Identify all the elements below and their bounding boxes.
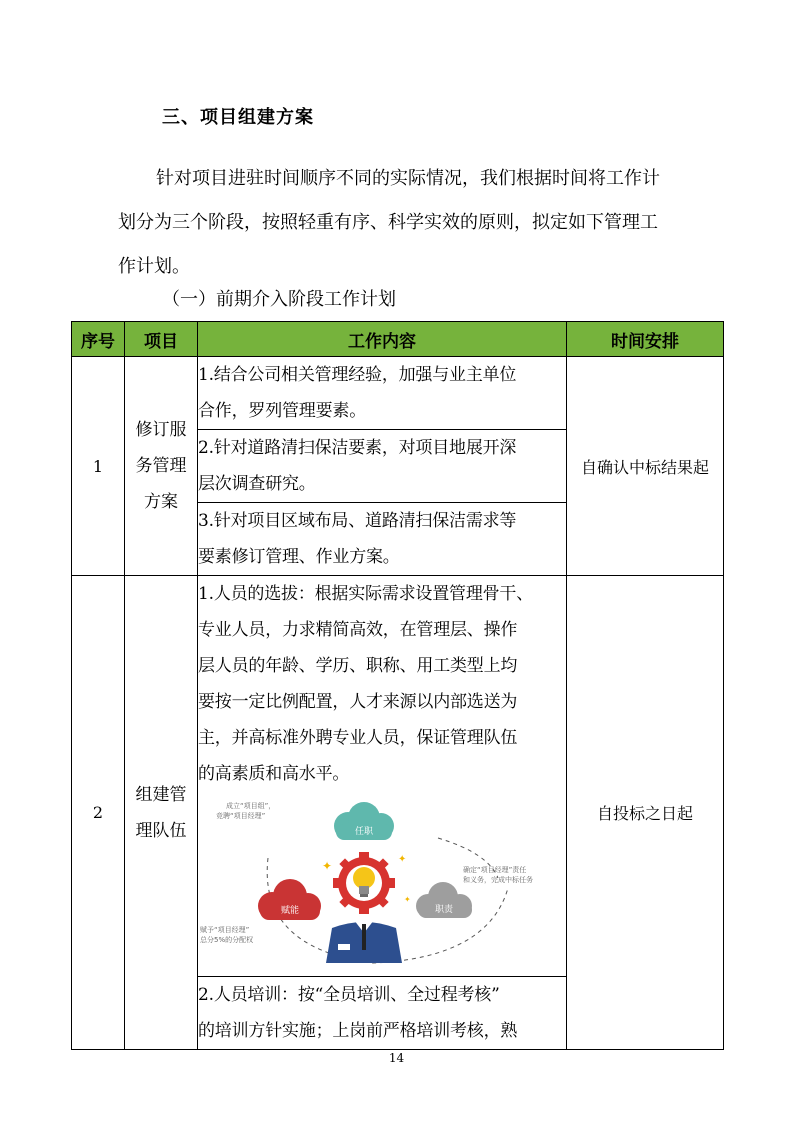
row-time: 自投标之日起 (567, 576, 724, 1050)
lightbulb-gear-icon (333, 852, 395, 914)
content-line: 主，并高标准外聘专业人员，保证管理队伍 (198, 728, 518, 748)
work-plan-table (71, 321, 724, 1050)
cloud-left-icon (258, 879, 321, 920)
intro-line: 作计划。 (118, 256, 190, 277)
header-num: 序号 (72, 322, 125, 357)
content-line: 2.针对道路清扫保洁要素，对项目地展开深 (198, 438, 517, 458)
row-num: 2 (72, 576, 125, 1050)
item-line: 理队伍 (135, 820, 187, 841)
item-line: 务管理 (135, 456, 187, 476)
team-illustration-wrap (198, 792, 566, 976)
header-time: 时间安排 (567, 322, 724, 357)
caption-left-line: 赋予“项目经理” (200, 926, 250, 934)
caption-left-line: 总分5%的分配权 (200, 936, 254, 944)
cloud-top-label: 任职 (354, 827, 374, 837)
cloud-right-label: 职责 (434, 905, 454, 915)
content-cell (198, 357, 567, 430)
row-item (125, 576, 198, 1050)
content-line: 要素修订管理、作业方案。 (198, 547, 400, 567)
content-line: 的高素质和高水平。 (198, 764, 350, 784)
item-line: 修订服 (135, 420, 187, 440)
row-time: 自确认中标结果起 (567, 357, 724, 576)
sparkle-icon: ✦ (322, 859, 333, 873)
content-line: 的培训方针实施；上岗前严格培训考核，熟 (198, 1021, 518, 1041)
content-line: 3.针对项目区域布局、道路清扫保洁需求等 (198, 511, 517, 531)
row-num: 1 (72, 357, 125, 576)
page-number: 14 (388, 1051, 405, 1065)
team-illustration (198, 798, 548, 968)
cloud-top-icon (334, 802, 394, 840)
content-line: 专业人员，力求精简高效，在管理层、操作 (198, 620, 518, 640)
caption-top-line: 成立“项目组”， (226, 802, 276, 810)
content-cell (198, 430, 567, 503)
caption-right-line: 确定“项目经理”责任 (463, 866, 527, 874)
caption-right-line: 和义务，完成中标任务 (463, 876, 533, 884)
row-item (125, 357, 198, 576)
header-item: 项目 (125, 322, 198, 357)
item-line: 方案 (144, 492, 178, 512)
content-line: 合作，罗列管理要素。 (198, 401, 366, 421)
content-line: 层人员的年龄、学历、职称、用工类型上均 (198, 656, 518, 676)
content-line: 1.人员的选拔：根据实际需求设置管理骨干、 (198, 584, 534, 604)
businessman-icon (326, 920, 402, 963)
content-cell (198, 977, 567, 1050)
table-row (72, 576, 724, 977)
header-content: 工作内容 (198, 322, 567, 357)
sparkle-icon: ✦ (398, 854, 407, 865)
subsection-title: （一）前期介入阶段工作计划 (162, 289, 396, 310)
table-row (72, 357, 724, 430)
item-line: 组建管 (135, 784, 187, 805)
content-cell (198, 576, 567, 977)
intro-line: 划分为三个阶段，按照轻重有序、科学实效的原则，拟定如下管理工 (118, 212, 658, 233)
intro-line: 针对项目进驻时间顺序不同的实际情况，我们根据时间将工作计 (156, 168, 660, 189)
cloud-left-label: 赋能 (280, 906, 300, 916)
content-line: 层次调查研究。 (198, 474, 316, 494)
content-line: 2.人员培训：按“全员培训、全过程考核” (198, 985, 500, 1005)
section-title: 三、项目组建方案 (162, 107, 314, 128)
sparkle-icon: ✦ (404, 895, 411, 904)
content-cell (198, 503, 567, 576)
content-line: 要按一定比例配置，人才来源以内部选送为 (198, 692, 518, 712)
cloud-right-icon (416, 882, 472, 918)
caption-top-line: 竞聘“项目经理” (216, 812, 266, 820)
table-header-row (72, 322, 724, 357)
intro-paragraph (118, 157, 693, 289)
content-line: 1.结合公司相关管理经验，加强与业主单位 (198, 365, 517, 385)
